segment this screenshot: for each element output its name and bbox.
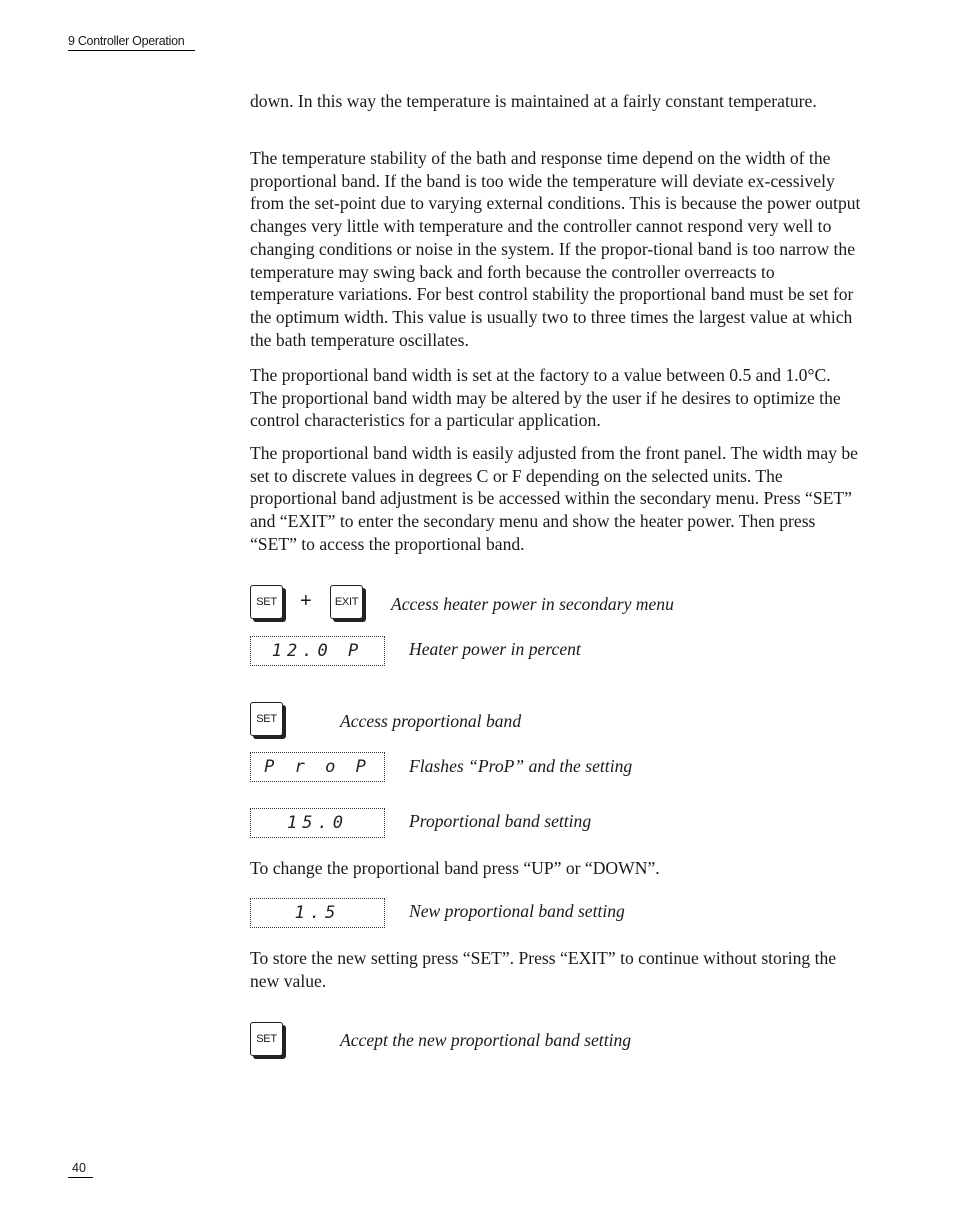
display-new-value: 1.5 [250, 898, 385, 928]
display-prop-value: 15.0 [250, 808, 385, 838]
set-key[interactable]: SET [250, 1022, 283, 1056]
paragraph-factory: The proportional band width is set at the factory to a value between 0.5 and 1.0°C. The proportional band width may be altered by the user if he desires to optimize the control characteristics for a particular application. [250, 365, 841, 431]
caption-heater-percent: Heater power in percent [409, 639, 581, 659]
exit-key[interactable]: EXIT [330, 585, 363, 619]
set-key[interactable]: SET [250, 585, 283, 619]
paragraph-stability: The temperature stability of the bath and response time depend on the width of the proportional band. If the band is too wide the temperature will deviate ex-cessively from the set-point due to varying external conditions. This is because the power output changes very little with temperature and the controller cannot respond very well to changing conditions or noise in the system. If the propor-tional band is too narrow the temperature may swing back and forth because the controller overreacts to temperature variations. For best control stability the proportional band must be set for the optimum width. This value is usually two to three times the largest value at which the bath temperature oscillates. [250, 148, 861, 350]
display-prop: P r o P [250, 752, 385, 782]
caption-access-prop: Access proportional band [340, 711, 522, 731]
section-header: 9 Controller Operation [68, 34, 195, 51]
plus-sign: + [300, 590, 312, 612]
paragraph-adjust: The proportional band width is easily adjusted from the front panel. The width may be set to discrete values in degrees C or F depending on the selected units. The proportional band adjustment is be accessed within the secondary menu. Press “SET” and “EXIT” to enter the secondary menu and show the heater power. Then press “SET” to access the proportional band. [250, 443, 858, 554]
display-heater-power: 12.0 P [250, 636, 385, 666]
set-key[interactable]: SET [250, 702, 283, 736]
caption-access-heater: Access heater power in secondary menu [391, 594, 674, 614]
paragraph-intro: down. In this way the temperature is maintained at a fairly constant temperature. [250, 91, 817, 111]
caption-prop-setting: Proportional band setting [409, 811, 592, 831]
caption-flashes: Flashes “ProP” and the setting [409, 756, 633, 776]
paragraph-change: To change the proportional band press “UP” or “DOWN”. [250, 858, 660, 878]
paragraph-store: To store the new setting press “SET”. Press “EXIT” to continue without storing the new value. [250, 948, 837, 991]
caption-new-setting: New proportional band setting [409, 901, 625, 921]
caption-accept: Accept the new proportional band setting [340, 1030, 632, 1050]
page-number: 40 [68, 1161, 93, 1178]
